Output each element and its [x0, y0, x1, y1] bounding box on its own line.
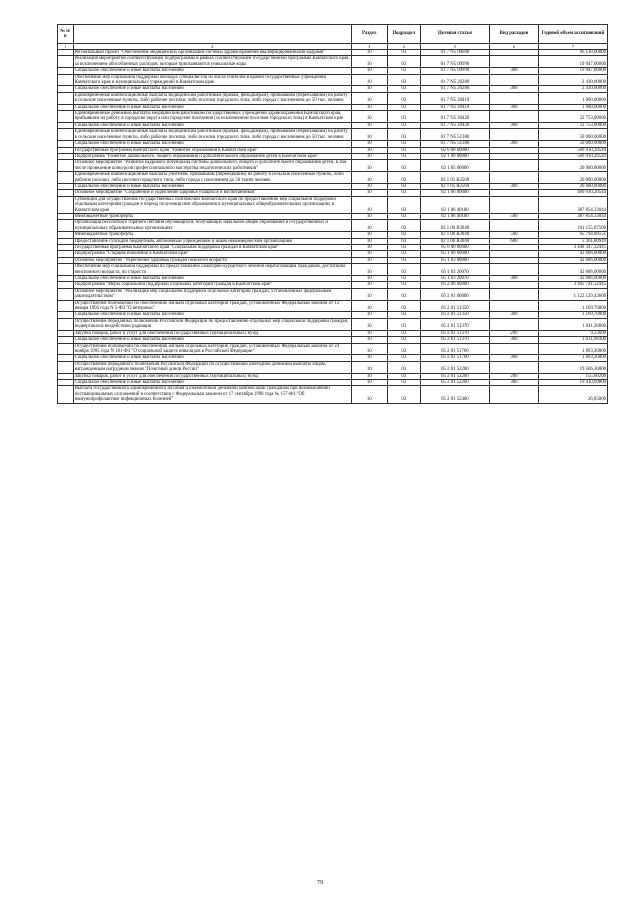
- cell-amount: 1 041,20000: [538, 318, 607, 330]
- cell-amount: 9,23600: [538, 330, 607, 336]
- cell-subsection: 03: [387, 129, 420, 141]
- cell-subsection: 03: [387, 379, 420, 385]
- cell-name: Основное мероприятие "Реализация мер социальной поддержки отдельных категорий граждан, установленных федеральным законодательством": [73, 288, 351, 300]
- cell-name: Осуществление полномочий по обеспечению жильем отдельных категорий граждан, установленных Федеральным законом от 12 января 1995 года N 5-ФЗ "О ветеранах": [73, 300, 351, 312]
- cell-section: 10: [351, 122, 387, 128]
- cell-num: [58, 220, 74, 232]
- cell-exptype: 300: [489, 122, 538, 128]
- cell-name: Социальное обеспечение и иные выплаты населению: [73, 86, 351, 92]
- cell-subsection: 03: [387, 361, 420, 373]
- cell-name: Социальное обеспечение и иные выплаты населению: [73, 379, 351, 385]
- cell-subsection: 03: [387, 172, 420, 184]
- cell-amount: 509 010,20544: [538, 147, 607, 153]
- table-row: [58, 160, 608, 172]
- cell-subsection: 03: [387, 386, 420, 403]
- cell-section: 10: [351, 373, 387, 379]
- cell-target: 02 1 06 40180: [420, 213, 489, 219]
- cell-subsection: 03: [387, 251, 420, 257]
- header-amount: Годовой объем ассигнований: [538, 25, 607, 44]
- cell-subsection: 03: [387, 86, 420, 92]
- cell-subsection: 03: [387, 232, 420, 238]
- cell-amount: 20 000,00000: [538, 160, 607, 172]
- table-row: [58, 220, 608, 232]
- header-index-1: 1: [58, 44, 74, 50]
- cell-target: 02 1 05 R2560: [420, 183, 489, 189]
- cell-name: Межбюджетные трансферты: [73, 213, 351, 219]
- cell-name: Единовременные денежные выплаты медицинским работникам государственных учреждений здравоохранения Камчатского края, прибывшим на работу в городские округа или городские поселения (за исключением поселков городского типа) в Камчатском крае: [73, 111, 351, 123]
- cell-section: 10: [351, 355, 387, 361]
- cell-target: 05 2 00 00000: [420, 282, 489, 288]
- cell-section: 10: [351, 238, 387, 244]
- cell-exptype: 200: [489, 330, 538, 336]
- cell-subsection: 03: [387, 196, 420, 213]
- cell-amount: 19 410,69800: [538, 379, 607, 385]
- cell-target: 01 7 N5 20280: [420, 86, 489, 92]
- cell-exptype: [489, 111, 538, 123]
- cell-exptype: [489, 92, 538, 104]
- cell-target: 01 7 N5 20410: [420, 92, 489, 104]
- cell-exptype: 500: [489, 213, 538, 219]
- cell-section: 10: [351, 220, 387, 232]
- table-row: [58, 288, 608, 300]
- cell-name: Предоставление субсидий бюджетным, автономным учреждениям и иным некоммерческим организациям: [73, 238, 351, 244]
- cell-target: 05 2 01 52200: [420, 379, 489, 385]
- cell-name: Обеспечение мер социальной поддержки молодых специалистов из числа учителей в врачей государственных учреждений Камчатского края и муниципальных учреждений в Камчатском крае: [73, 74, 351, 86]
- cell-name: Осуществление переданного полномочия Российской Федерации по осуществлению ежегодной денежной выплаты лицам, награжденным нагрудным знаком "Почетный донор России": [73, 361, 351, 373]
- cell-name: Межбюджетные трансферты: [73, 232, 351, 238]
- cell-amount: 2 430,00000: [538, 74, 607, 86]
- cell-exptype: 300: [489, 276, 538, 282]
- header-exptype: Вид расходов: [489, 25, 538, 44]
- cell-num: [58, 300, 74, 312]
- cell-section: 10: [351, 68, 387, 74]
- table-body: [58, 50, 608, 404]
- cell-exptype: [489, 361, 538, 373]
- cell-name: Социальное обеспечение и иные выплаты населению: [73, 337, 351, 343]
- cell-name: Основное мероприятие "Укрепление здоровья граждан пожилого возраста": [73, 257, 351, 263]
- cell-section: 10: [351, 74, 387, 86]
- table-row: [58, 74, 608, 86]
- cell-name: Осуществление переданных полномочий Российской Федерации по предоставлению отдельных мер социальной поддержки граждан, подвергшихся воздействию радиации: [73, 318, 351, 330]
- cell-amount: 50 000,00000: [538, 129, 607, 141]
- cell-target: 05 2 01 52200: [420, 361, 489, 373]
- cell-target: 01 7 N5 09990: [420, 56, 489, 68]
- cell-amount: 42 606,00000: [538, 276, 607, 282]
- cell-section: 10: [351, 276, 387, 282]
- cell-subsection: 03: [387, 141, 420, 147]
- cell-exptype: [489, 264, 538, 276]
- cell-section: 10: [351, 196, 387, 213]
- cell-amount: 19 947,00000: [538, 56, 607, 68]
- cell-section: 10: [351, 282, 387, 288]
- cell-name: Единовременные компенсационные выплаты медицинским работникам (врачам, фельдшерам), прибывшим (переехавшим) на работу в сельские населенные пункты, либо рабочие поселки, либо поселки городского типа, либо города с населением до 50 тыс. человек: [73, 129, 351, 141]
- cell-amount: 42 606,00000: [538, 251, 607, 257]
- cell-exptype: 300: [489, 183, 538, 189]
- cell-num: [58, 343, 74, 355]
- cell-section: 10: [351, 190, 387, 196]
- cell-target: 05 2 01 51760: [420, 343, 489, 355]
- cell-exptype: 600: [489, 238, 538, 244]
- cell-target: 01 7 N5 09990: [420, 68, 489, 74]
- budget-table: [57, 24, 608, 404]
- cell-num: [58, 264, 74, 276]
- cell-subsection: 03: [387, 190, 420, 196]
- cell-target: 02 1 05 00000: [420, 160, 489, 172]
- cell-section: 10: [351, 330, 387, 336]
- cell-amount: 387 854,33044: [538, 196, 607, 213]
- cell-section: 10: [351, 232, 387, 238]
- cell-name: Социальное обеспечение и иные выплаты населению: [73, 355, 351, 361]
- cell-num: [58, 318, 74, 330]
- cell-name: Закупка товаров, работ и услуг для обеспечения государственных (муниципальных) нужд: [73, 330, 351, 336]
- cell-amount: 19 947,00000: [538, 68, 607, 74]
- cell-target: 05 1 03 00000: [420, 257, 489, 263]
- cell-amount: 22 753,00000: [538, 122, 607, 128]
- cell-section: 10: [351, 264, 387, 276]
- cell-subsection: 03: [387, 355, 420, 361]
- cell-amount: 22 753,00000: [538, 111, 607, 123]
- cell-section: 10: [351, 147, 387, 153]
- cell-num: [58, 111, 74, 123]
- header-index-6: 6: [489, 44, 538, 50]
- cell-section: 10: [351, 56, 387, 68]
- cell-section: 10: [351, 386, 387, 403]
- cell-amount: 509 010,20544: [538, 153, 607, 159]
- cell-section: 10: [351, 50, 387, 56]
- cell-subsection: 03: [387, 56, 420, 68]
- cell-target: 02 1 06 R3040: [420, 238, 489, 244]
- cell-exptype: 300: [489, 312, 538, 318]
- cell-name: Социальное обеспечение и иные выплаты населению: [73, 276, 351, 282]
- cell-exptype: [489, 386, 538, 403]
- cell-subsection: 03: [387, 330, 420, 336]
- cell-amount: 19 566,30000: [538, 361, 607, 373]
- cell-num: [58, 361, 74, 373]
- cell-subsection: 03: [387, 122, 420, 128]
- cell-subsection: 03: [387, 373, 420, 379]
- cell-name: Подпрограмма "Старшее поколение в Камчатском крае": [73, 251, 351, 257]
- cell-amount: 1 893,20000: [538, 343, 607, 355]
- cell-section: 10: [351, 251, 387, 257]
- cell-section: 10: [351, 183, 387, 189]
- cell-name: Закупка товаров, работ и услуг для обеспечения государственных (муниципальных) нужд: [73, 373, 351, 379]
- header-subsection: Подраздел: [387, 25, 420, 44]
- cell-target: 05 2 01 52200: [420, 373, 489, 379]
- cell-target: 01 7 N5 20420: [420, 111, 489, 123]
- cell-exptype: [489, 318, 538, 330]
- cell-subsection: 03: [387, 264, 420, 276]
- cell-name: Социальное обеспечение и иные выплаты населению: [73, 312, 351, 318]
- cell-target: 01 7 N5 51380: [420, 141, 489, 147]
- cell-amount: 3 448 347,32445: [538, 245, 607, 251]
- cell-target: 05 1 00 00000: [420, 251, 489, 257]
- cell-amount: 20 000,00000: [538, 183, 607, 189]
- cell-section: 10: [351, 104, 387, 110]
- cell-name: Социальное обеспечение и иные выплаты населению: [73, 141, 351, 147]
- cell-target: 05 2 01 51760: [420, 355, 489, 361]
- cell-name: Региональный проект "Обеспечение медицинских организаций системы здравоохранения квалифицированными кадрами": [73, 50, 351, 56]
- cell-target: 02 1 05 R2560: [420, 172, 489, 184]
- cell-subsection: 03: [387, 74, 420, 86]
- cell-subsection: 03: [387, 312, 420, 318]
- cell-name: Выплата государственного единовременного пособия и ежемесячной денежной компенсации гражданам при возникновении поствакцинальных осложнений в соответствии с Федеральным законом от 17 сентября 1998 года № 157-ФЗ "Об иммунопрофилактике инфекционных болезней": [73, 386, 351, 403]
- cell-subsection: 03: [387, 343, 420, 355]
- cell-section: 10: [351, 312, 387, 318]
- cell-subsection: 03: [387, 68, 420, 74]
- cell-amount: 1 000,00000: [538, 104, 607, 110]
- cell-exptype: [489, 220, 538, 232]
- header-index-5: 5: [420, 44, 489, 50]
- cell-num: [58, 160, 74, 172]
- cell-exptype: [489, 129, 538, 141]
- cell-num: [58, 172, 74, 184]
- table-row: [58, 386, 608, 403]
- cell-amount: 1 893,20000: [538, 355, 607, 361]
- cell-name: Социальное обеспечение и иные выплаты населению: [73, 183, 351, 189]
- cell-exptype: 300: [489, 68, 538, 74]
- cell-subsection: 03: [387, 300, 420, 312]
- cell-amount: 50 000,00000: [538, 141, 607, 147]
- table-row: [58, 264, 608, 276]
- cell-target: 01 7 N5 00000: [420, 50, 489, 56]
- cell-subsection: 03: [387, 111, 420, 123]
- cell-target: 05 2 01 51370: [420, 337, 489, 343]
- cell-exptype: 300: [489, 355, 538, 361]
- cell-target: 05 1 03 20070: [420, 276, 489, 282]
- cell-subsection: 03: [387, 147, 420, 153]
- header-num: № п/п: [58, 25, 74, 44]
- cell-name: Субвенции для осуществления государственных полномочий Камчатского края по предоставлению мер социальной поддержки отдельным категориям граждан в период получения ими образования в муниципальных общеобразовательных организациях в Камчатском крае: [73, 196, 351, 213]
- page-number: 79: [317, 880, 323, 886]
- cell-amount: 3 405 741,32445: [538, 282, 607, 288]
- cell-target: 05 2 01 51350: [420, 300, 489, 312]
- cell-exptype: [489, 343, 538, 355]
- cell-target: 05 1 03 20070: [420, 264, 489, 276]
- cell-exptype: [489, 74, 538, 86]
- cell-subsection: 03: [387, 92, 420, 104]
- cell-amount: 101 155,87500: [538, 220, 607, 232]
- header-index-4: 4: [387, 44, 420, 50]
- cell-num: [58, 92, 74, 104]
- cell-subsection: 03: [387, 245, 420, 251]
- cell-num: [58, 74, 74, 86]
- cell-name: Подпрограмма "Развитие дошкольного, общего образования и дополнительного образования детей в Камчатском крае": [73, 153, 351, 159]
- header-target: Целевая статья: [420, 25, 489, 44]
- cell-exptype: [489, 288, 538, 300]
- cell-section: 10: [351, 245, 387, 251]
- cell-section: 10: [351, 86, 387, 92]
- cell-num: [58, 386, 74, 403]
- cell-target: 05 2 01 00000: [420, 288, 489, 300]
- table-header: [58, 25, 608, 50]
- cell-target: 01 7 N5 20420: [420, 122, 489, 128]
- table-row: [58, 361, 608, 373]
- cell-exptype: [489, 300, 538, 312]
- cell-subsection: 03: [387, 104, 420, 110]
- cell-target: 05 2 01 51350: [420, 312, 489, 318]
- cell-amount: 42 606,00000: [538, 257, 607, 263]
- cell-num: [58, 129, 74, 141]
- cell-section: 10: [351, 172, 387, 184]
- cell-subsection: 03: [387, 213, 420, 219]
- cell-subsection: 03: [387, 160, 420, 172]
- cell-exptype: 300: [489, 104, 538, 110]
- cell-exptype: [489, 172, 538, 184]
- header-index-7: 7: [538, 44, 607, 50]
- cell-section: 10: [351, 361, 387, 373]
- cell-amount: 1 122 129,43600: [538, 288, 607, 300]
- cell-amount: 2 430,00000: [538, 86, 607, 92]
- cell-section: 10: [351, 129, 387, 141]
- cell-target: 05 2 01 51370: [420, 330, 489, 336]
- cell-name: Государственная программа Камчатского края "Развитие образования в Камчатском крае": [73, 147, 351, 153]
- cell-exptype: 500: [489, 232, 538, 238]
- cell-subsection: 03: [387, 183, 420, 189]
- cell-target: 05 2 01 52400: [420, 386, 489, 403]
- cell-name: Осуществление полномочий по обеспечению жильем отдельных категорий граждан, установленных Федеральным законом от 24 ноября 1995 года N 181-ФЗ "О социальной защите инвалидов в Российской Федерации": [73, 343, 351, 355]
- table-row: [58, 129, 608, 141]
- header-name: [73, 25, 351, 44]
- cell-name: Единовременные компенсационные выплаты медицинским работникам (врачам, фельдшерам), прибывшим (переехавшим) на работу в сельские населенные пункты, либо рабочие поселки, либо поселки городского типа, либо города с населением до 50 тыс. человек: [73, 92, 351, 104]
- cell-subsection: 03: [387, 220, 420, 232]
- cell-section: 10: [351, 153, 387, 159]
- cell-name: Социальное обеспечение и иные выплаты населению: [73, 104, 351, 110]
- cell-amount: 155,60200: [538, 373, 607, 379]
- cell-amount: 1 169,70000: [538, 312, 607, 318]
- cell-subsection: 03: [387, 337, 420, 343]
- cell-amount: 1 169,70000: [538, 300, 607, 312]
- cell-amount: 95 794,88551: [538, 232, 607, 238]
- cell-section: 10: [351, 213, 387, 219]
- cell-name: Социальное обеспечение и иные выплаты населению: [73, 68, 351, 74]
- cell-section: 10: [351, 141, 387, 147]
- cell-exptype: 300: [489, 86, 538, 92]
- cell-section: 10: [351, 343, 387, 355]
- cell-amount: 20 000,00000: [538, 172, 607, 184]
- cell-section: 10: [351, 337, 387, 343]
- cell-name: Государственная программа Камчатского края "Социальная поддержка граждан в Камчатском крае": [73, 245, 351, 251]
- cell-subsection: 03: [387, 257, 420, 263]
- cell-name: Основное мероприятие "Развитие кадрового потенциала системы дошкольного, общего и дополнительного образования детей, в том числе проведение конкурсов профессионального мастерства педагогических работников": [73, 160, 351, 172]
- table-row: [58, 172, 608, 184]
- table-row: [58, 318, 608, 330]
- cell-section: 10: [351, 288, 387, 300]
- cell-section: 10: [351, 111, 387, 123]
- cell-exptype: [489, 196, 538, 213]
- cell-exptype: 300: [489, 379, 538, 385]
- header-row: [58, 25, 608, 44]
- cell-name: Реализация мероприятий соответствующей подпрограммы в рамках соответствующей государственной программы Камчатского края, за исключением обособленных расходов, которым присваиваются уникальные коды: [74, 56, 350, 67]
- header-index-3: 3: [351, 44, 387, 50]
- table-row: [58, 196, 608, 213]
- cell-section: 10: [351, 379, 387, 385]
- cell-target: 01 7 N5 51380: [420, 129, 489, 141]
- cell-target: 01 7 N5 20410: [420, 104, 489, 110]
- cell-subsection: 03: [387, 153, 420, 159]
- cell-name: Подпрограмма "Меры социальной поддержки отдельных категорий граждан в Камчатском крае": [73, 282, 351, 288]
- cell-name: Основное мероприятие "Сохранение и укрепление здоровья учащихся и воспитанников": [73, 190, 351, 196]
- cell-amount: 5 361,00949: [538, 238, 607, 244]
- cell-amount: 1 031,96400: [538, 337, 607, 343]
- table-row: [58, 300, 608, 312]
- cell-amount: 387 854,33044: [538, 213, 607, 219]
- cell-section: 10: [351, 92, 387, 104]
- cell-target: 02 1 06 00000: [420, 190, 489, 196]
- cell-target: 02 1 06 40180: [420, 196, 489, 213]
- cell-num: [58, 288, 74, 300]
- cell-amount: 42 606,00000: [538, 264, 607, 276]
- cell-target: 05 0 00 00000: [420, 245, 489, 251]
- cell-amount: 1 000,00000: [538, 92, 607, 104]
- cell-name: Организация бесплатного горячего питания обучающихся, получающих начальное общее образование в государственных и муниципальных образовательных организациях: [73, 220, 351, 232]
- cell-subsection: 03: [387, 50, 420, 56]
- header-section: Раздел: [351, 25, 387, 44]
- cell-amount: 26,85000: [538, 386, 607, 403]
- cell-exptype: 300: [489, 141, 538, 147]
- table-row: [58, 111, 608, 123]
- table-row: [58, 56, 608, 68]
- cell-target: 05 2 01 51370: [420, 318, 489, 330]
- cell-target: 02 1 00 00000: [420, 153, 489, 159]
- cell-section: 10: [351, 257, 387, 263]
- cell-num: [58, 196, 74, 213]
- cell-section: 10: [351, 300, 387, 312]
- cell-amount: 96 130,00000: [538, 50, 607, 56]
- table-row: [58, 92, 608, 104]
- cell-exptype: 300: [489, 337, 538, 343]
- table-row: [58, 343, 608, 355]
- cell-exptype: 200: [489, 373, 538, 379]
- cell-target: 01 7 N5 20280: [420, 74, 489, 86]
- cell-section: 10: [351, 160, 387, 172]
- cell-exptype: [489, 56, 538, 68]
- cell-exptype: [489, 160, 538, 172]
- cell-section: 10: [351, 318, 387, 330]
- cell-amount: 489 010,20544: [538, 190, 607, 196]
- cell-target: 02 1 06 R3040: [420, 232, 489, 238]
- cell-subsection: 03: [387, 276, 420, 282]
- cell-name: Социальное обеспечение и иные выплаты населению: [73, 122, 351, 128]
- cell-name: Единовременные компенсационные выплаты учителям, прибывшим (переехавшим) на работу в сельские населенные пункты, либо рабочие поселки, либо поселки городского типа, либо города с населением до 50 тысяч человек: [73, 172, 351, 184]
- cell-subsection: 03: [387, 288, 420, 300]
- cell-name: Обеспечение мер социальной поддержки по предоставлению санаторно-курортного лечения неработающим гражданам, достигшим пенсионного возраста, по старости: [73, 264, 351, 276]
- cell-target: 02 1 06 R3040: [420, 220, 489, 232]
- header-index-2: 2: [73, 44, 351, 50]
- cell-subsection: 03: [387, 238, 420, 244]
- cell-target: 02 0 00 00000: [420, 147, 489, 153]
- cell-subsection: 03: [387, 318, 420, 330]
- cell-subsection: 03: [387, 282, 420, 288]
- cell-num: [58, 56, 74, 68]
